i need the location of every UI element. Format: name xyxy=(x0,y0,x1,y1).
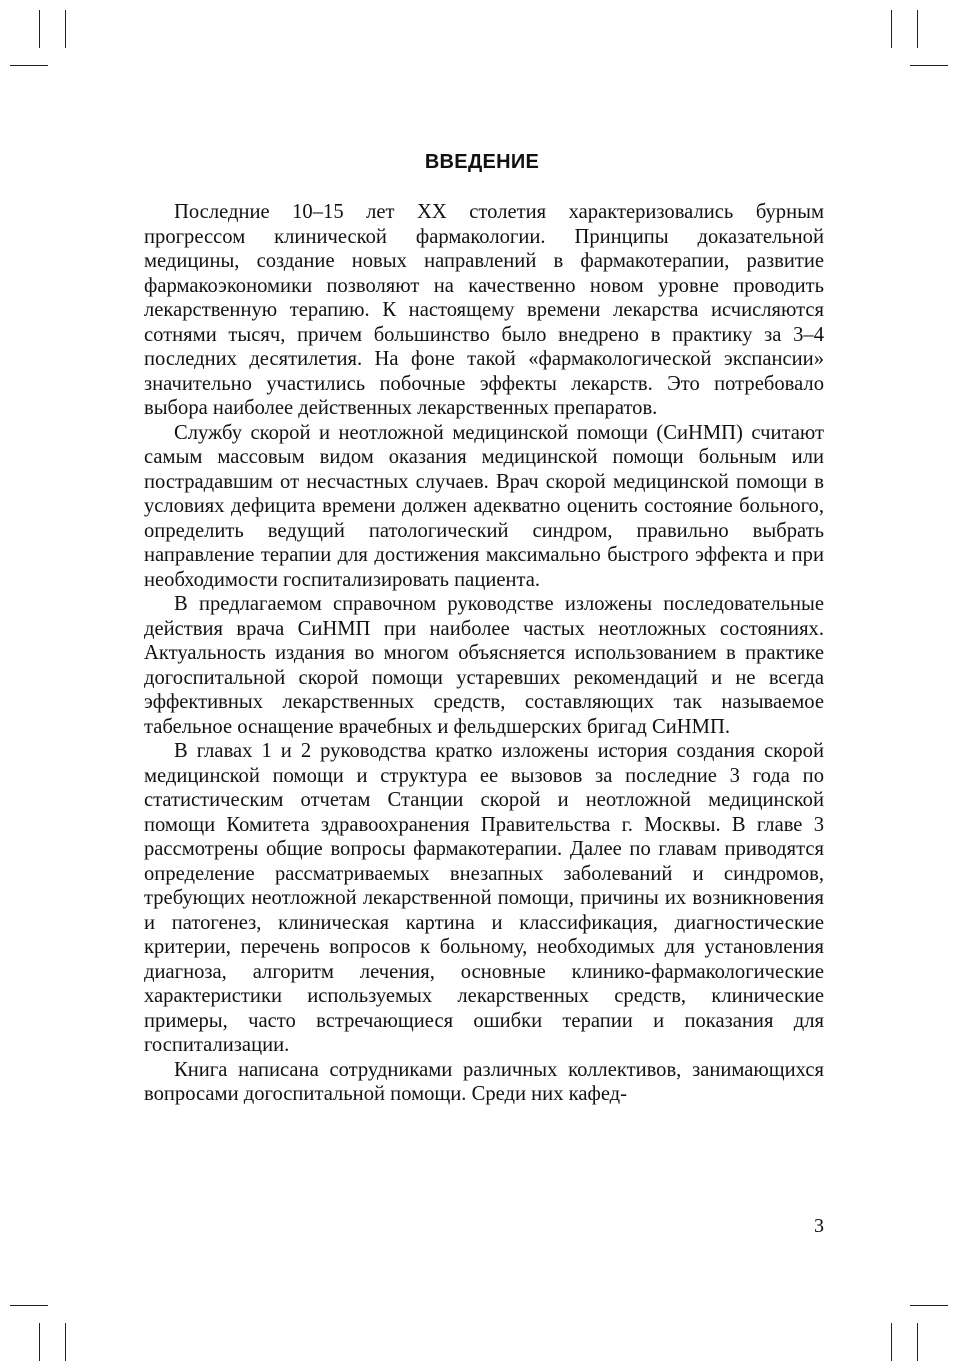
crop-mark xyxy=(65,10,66,48)
crop-mark xyxy=(910,65,948,66)
paragraph: Службу скорой и неотложной медицинской помощи (СиНМП) считают самым массовым видом оказания медицинской помощи больным или пострадавшим от несчастных случаев. Врач скорой медицинской помощи в условиях дефицита времени должен адекватно оценить состояние больного, определить ведущий патологический синдром, правильно выбрать направление терапии для достижения максимально быстрого эффекта и при необходимости госпитализировать пациента. xyxy=(144,421,824,591)
body-text xyxy=(144,200,824,1107)
crop-mark xyxy=(39,1323,40,1361)
crop-mark xyxy=(10,1305,48,1306)
page-heading: ВВЕДЕНИЕ xyxy=(424,151,540,173)
crop-mark xyxy=(39,10,40,48)
crop-mark xyxy=(891,10,892,48)
paragraph: Последние 10–15 лет XX столетия характеризовались бурным прогрессом клинической фармакологии. Принципы доказательной медицины, создание новых направлений в фармакотерапии, развитие фармакоэкономики позволяют на качественно новом уровне проводить лекарственную терапию. К настоящему времени лекарства исчисляются сотнями тысяч, причем большинство было внедрено в практику за 3–4 последних десятилетия. На фоне такой «фармакологической экспансии» значительно участились побочные эффекты лекарств. Это потребовало выбора наиболее действенных лекарственных препаратов. xyxy=(144,201,824,419)
paragraph: В главах 1 и 2 руководства кратко изложены история создания скорой медицинской помощи и структура ее вызовов за последние 3 года по статистическим отчетам Станции скорой и неотложной медицинской помощи Комитета здравоохранения Правительства г. Москвы. В главе 3 рассмотрены общие вопросы фармакотерапии. Далее по главам приводятся определение рассматриваемых внезапных заболеваний и синдромов, требующих неотложной лекарственной помощи, причины их возникновения и патогенез, клиническая картина и классификация, диагностические критерии, перечень вопросов к больному, необходимых для установления диагноза, алгоритм лечения, основные клинико-фармакологические характеристики используемых лекарственных средств, клинические примеры, часто встречающиеся ошибки терапии и показания для госпитализации. xyxy=(144,740,824,1056)
page-number: 3 xyxy=(814,1215,824,1237)
crop-mark xyxy=(910,1305,948,1306)
crop-mark xyxy=(917,10,918,48)
crop-mark xyxy=(891,1323,892,1361)
crop-mark xyxy=(917,1323,918,1361)
paragraph: Книга написана сотрудниками различных коллективов, занимающихся вопросами догоспитальной помощи. Среди них кафед- xyxy=(144,1058,824,1105)
paragraph: В предлагаемом справочном руководстве изложены последовательные действия врача СиНМП при наиболее частых неотложных состояниях. Актуальность издания во многом объясняется использованием в практике догоспитальной скорой помощи устаревших рекомендаций и не всегда эффективных лекарственных средств, составляющих так называемое табельное оснащение врачебных и фельдшерских бригад СиНМП. xyxy=(144,593,824,738)
crop-mark xyxy=(65,1323,66,1361)
crop-mark xyxy=(10,65,48,66)
